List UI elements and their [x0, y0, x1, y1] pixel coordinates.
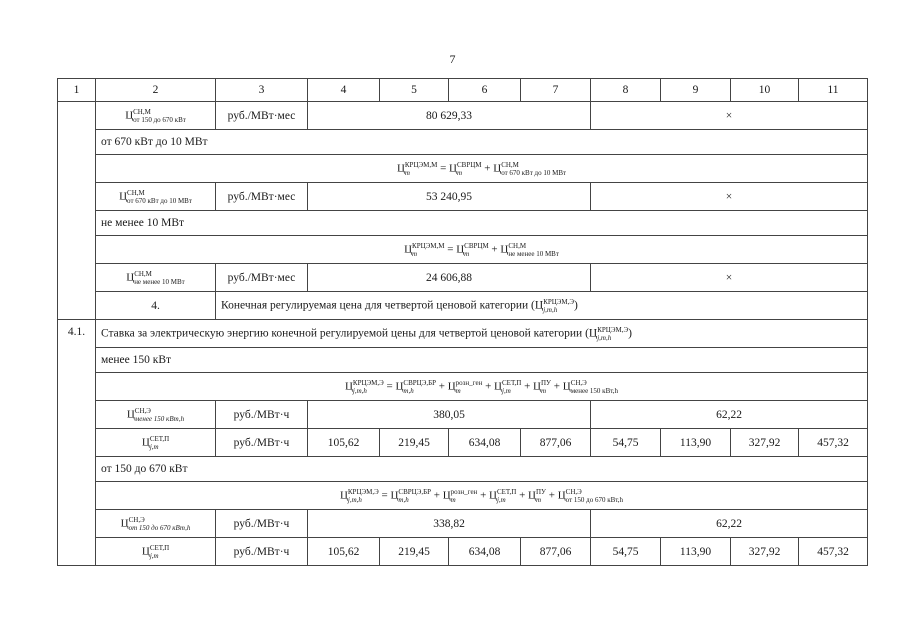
item-text: Ставка за электрическую энергию конечной регулируемой цены для четвертой ценовой категории (Ц КРЦЭМ,Э j,m,h ): [96, 320, 868, 348]
value-cell: 62,22: [591, 401, 868, 429]
value-cell: 877,06: [521, 429, 591, 457]
value-cell: 457,32: [799, 538, 868, 566]
value-cell: 105,62: [308, 538, 380, 566]
blank-cell: [58, 102, 96, 320]
value-cell: 219,45: [380, 538, 449, 566]
section-row: [58, 348, 868, 373]
page-number: 7: [449, 52, 456, 66]
item-row: [58, 292, 868, 320]
value-cell: 327,92: [731, 429, 799, 457]
cross-cell: ×: [591, 102, 868, 130]
section-label: от 150 до 670 кВт: [96, 457, 868, 482]
col-header: 7: [521, 79, 591, 102]
col-header: 8: [591, 79, 661, 102]
unit-cell: руб./МВт·ч: [216, 538, 308, 566]
table-row: [58, 264, 868, 292]
col-header: 11: [799, 79, 868, 102]
col-header: 2: [96, 79, 216, 102]
item-text: Конечная регулируемая цена для четвертой ценовой категории (Ц КРЦЭМ,Э j,m,h ): [216, 292, 868, 320]
section-row: [58, 211, 868, 236]
section-label: от 670 кВт до 10 МВт: [96, 130, 868, 155]
table-row: [58, 538, 868, 566]
value-cell: 54,75: [591, 538, 661, 566]
col-header: 4: [308, 79, 380, 102]
value-cell: 338,82: [308, 510, 591, 538]
value-cell: 113,90: [661, 429, 731, 457]
section-row: [58, 130, 868, 155]
formula-row: [58, 155, 868, 183]
section-row: [58, 457, 868, 482]
symbol-cell: Ц СН,Э от 150 до 670 кВт,h: [96, 510, 216, 538]
table-row: [58, 183, 868, 211]
value-cell: 113,90: [661, 538, 731, 566]
header-row: [58, 79, 868, 102]
col-header: 9: [661, 79, 731, 102]
symbol-cell: Ц СН,М от 150 до 670 кВт: [96, 102, 216, 130]
value-cell: 634,08: [449, 429, 521, 457]
item-number: 4.1.: [58, 320, 96, 566]
col-header: 6: [449, 79, 521, 102]
value-cell: 219,45: [380, 429, 449, 457]
table-row: [58, 429, 868, 457]
cross-cell: ×: [591, 183, 868, 211]
formula-row: [58, 482, 868, 510]
value-cell: 53 240,95: [308, 183, 591, 211]
value-cell: 327,92: [731, 538, 799, 566]
value-cell: 80 629,33: [308, 102, 591, 130]
unit-cell: руб./МВт·мес: [216, 264, 308, 292]
symbol-cell: Ц СЕТ,П j,m: [96, 538, 216, 566]
symbol-cell: Ц СН,М не менее 10 МВт: [96, 264, 216, 292]
unit-cell: руб./МВт·мес: [216, 102, 308, 130]
formula-row: [58, 373, 868, 401]
value-cell: 877,06: [521, 538, 591, 566]
unit-cell: руб./МВт·ч: [216, 510, 308, 538]
unit-cell: руб./МВт·ч: [216, 429, 308, 457]
formula-cell: Ц КРЦЭМ,М m = Ц СВРЦМ m + Ц СН,М от 670 кВт до 10 МВт: [96, 155, 868, 183]
section-label: менее 150 кВт: [96, 348, 868, 373]
item-row: [58, 320, 868, 348]
table-row: [58, 401, 868, 429]
value-cell: 457,32: [799, 429, 868, 457]
value-cell: 24 606,88: [308, 264, 591, 292]
formula-cell: Ц КРЦЭМ,М m = Ц СВРЦМ m + Ц СН,М не менее 10 МВт: [96, 236, 868, 264]
cross-cell: ×: [591, 264, 868, 292]
value-cell: 62,22: [591, 510, 868, 538]
unit-cell: руб./МВт·ч: [216, 401, 308, 429]
table-row: [58, 510, 868, 538]
section-label: не менее 10 МВт: [96, 211, 868, 236]
unit-cell: руб./МВт·мес: [216, 183, 308, 211]
symbol-cell: Ц СН,Э менее 150 кВт,h: [96, 401, 216, 429]
col-header: 5: [380, 79, 449, 102]
tariff-table: [57, 78, 868, 566]
value-cell: 54,75: [591, 429, 661, 457]
col-header: 3: [216, 79, 308, 102]
symbol-cell: Ц СЕТ,П j,m: [96, 429, 216, 457]
formula-row: [58, 236, 868, 264]
col-header: 10: [731, 79, 799, 102]
item-number: 4.: [96, 292, 216, 320]
value-cell: 380,05: [308, 401, 591, 429]
col-header: 1: [58, 79, 96, 102]
table-row: [58, 102, 868, 130]
formula-cell: Ц КРЦЭМ,Э j,m,h = Ц СВРЦЭ,БР m,h + Ц розн_ген m + Ц СЕТ,П j,m + Ц ПУ m + Ц СН,Э менее 150 кВт,h: [96, 373, 868, 401]
symbol-cell: Ц СН,М от 670 кВт до 10 МВт: [96, 183, 216, 211]
value-cell: 634,08: [449, 538, 521, 566]
formula-cell: Ц КРЦЭМ,Э j,m,h = Ц СВРЦЭ,БР m,h + Ц розн_ген m + Ц СЕТ,П j,m + Ц ПУ m + Ц СН,Э от 150 до 670 кВт,h: [96, 482, 868, 510]
value-cell: 105,62: [308, 429, 380, 457]
